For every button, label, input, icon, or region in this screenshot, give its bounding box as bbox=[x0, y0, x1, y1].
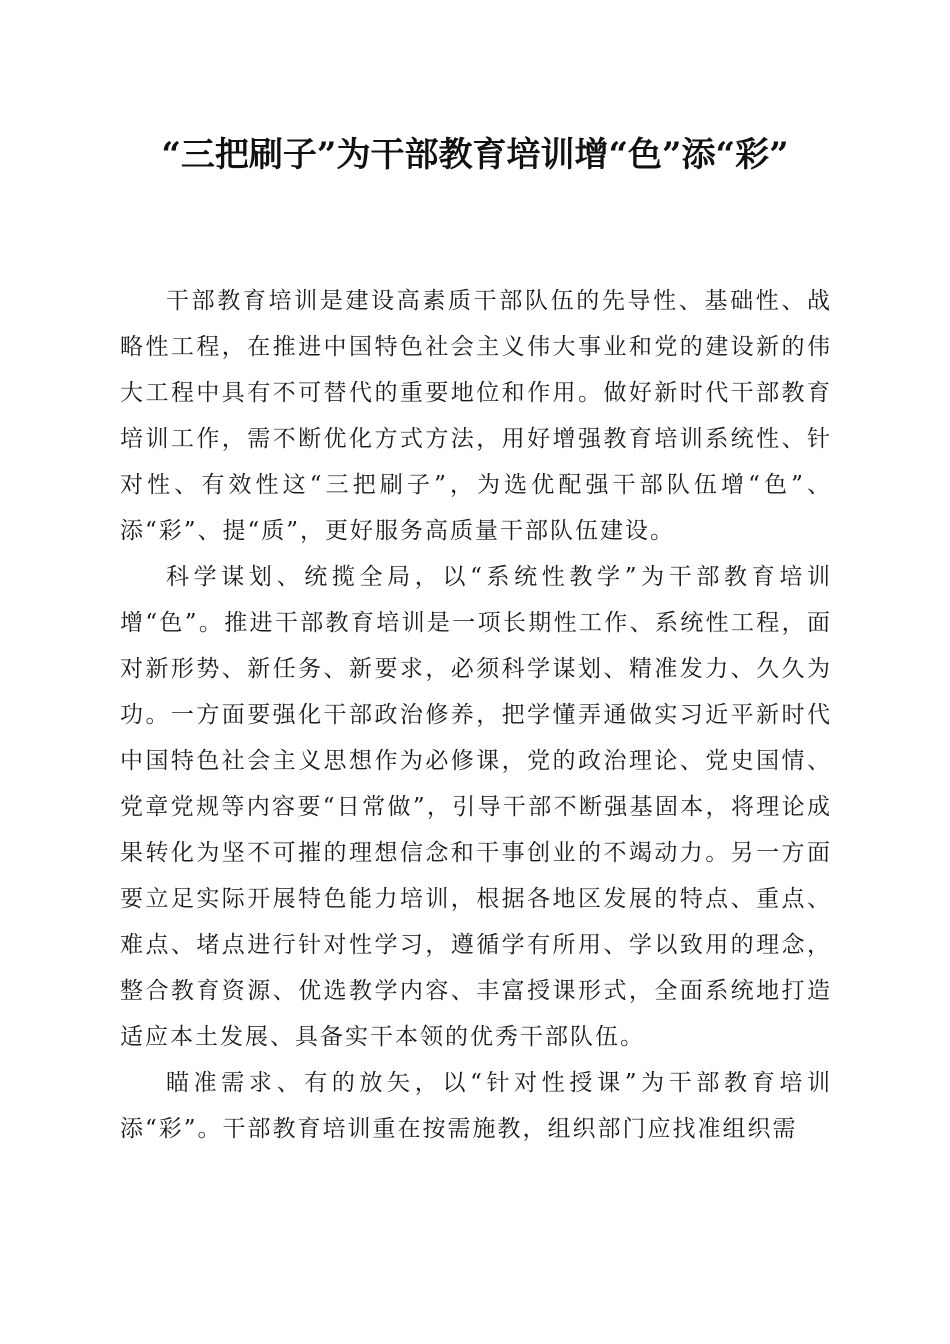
document-title: “三把刷子”为干部教育培训增“色”添“彩” bbox=[161, 135, 789, 175]
paragraph-3: 瞄准需求、有的放矢，以“针对性授课”为干部教育培训添“彩”。干部教育培训重在按需施教，组织部门应找准组织需 bbox=[120, 1070, 832, 1142]
paragraph-2: 科学谋划、统揽全局，以“系统性教学”为干部教育培训增“色”。推进干部教育培训是一项长期性工作、系统性工程，面对新形势、新任务、新要求，必须科学谋划、精准发力、久久为功。一方面要强化干部政治修养，把学懂弄通做实习近平新时代中国特色社会主义思想作为必修课，党的政治理论、党史国情、党章党规等内容要“日常做”，引导干部不断强基固本，将理论成果转化为坚不可摧的理想信念和干事创业的不竭动力。另一方面要立足实际开展特色能力培训，根据各地区发展的特点、重点、难点、堵点进行针对性学习，遵循学有所用、学以致用的理念，整合教育资源、优选教学内容、丰富授课形式，全面系统地打造适应本土发展、具备实干本领的优秀干部队伍。 bbox=[120, 564, 832, 1050]
paragraph-1: 干部教育培训是建设高素质干部队伍的先导性、基础性、战略性工程，在推进中国特色社会主义伟大事业和党的建设新的伟大工程中具有不可替代的重要地位和作用。做好新时代干部教育培训工作，需不断优化方式方法，用好增强教育培训系统性、针对性、有效性这“三把刷子”，为选优配强干部队伍增“色”、添“彩”、提“质”，更好服务高质量干部队伍建设。 bbox=[120, 288, 832, 544]
document-body bbox=[120, 278, 832, 1152]
